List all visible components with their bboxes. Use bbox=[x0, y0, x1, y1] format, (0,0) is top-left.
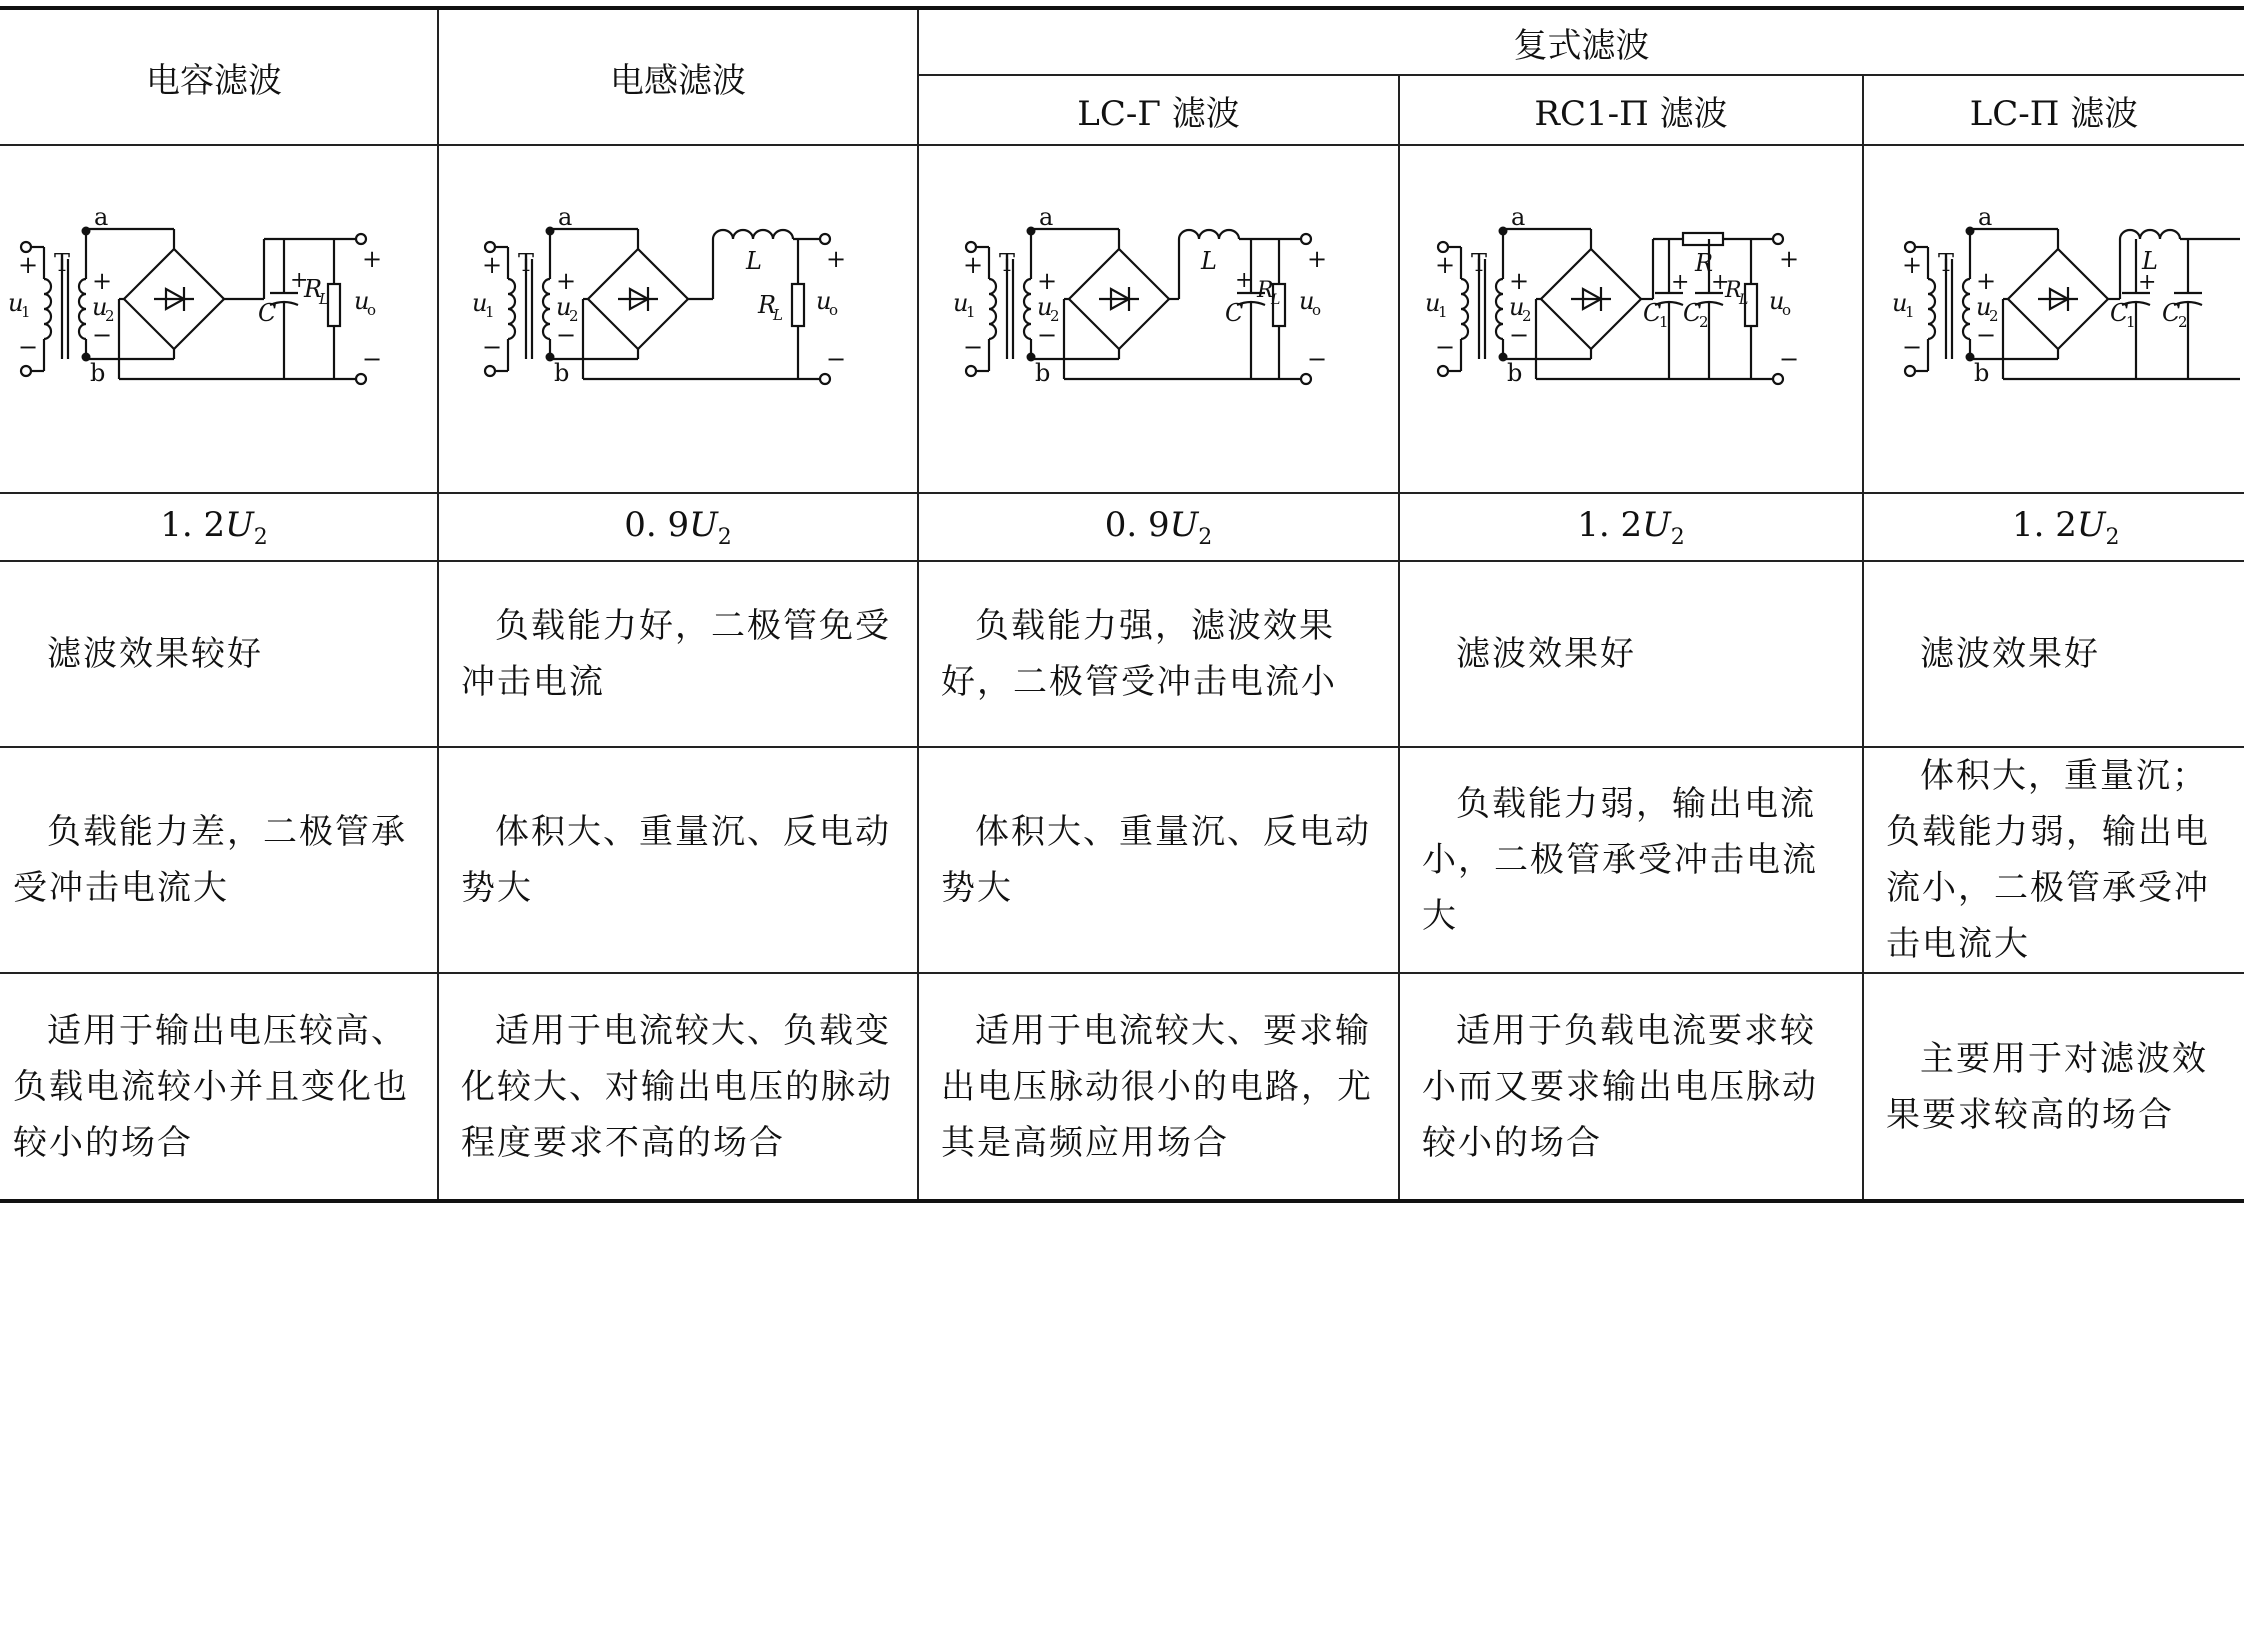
svg-text:R: R bbox=[1725, 278, 1742, 303]
svg-text:−: − bbox=[1779, 345, 1800, 373]
voltage-lc-pi: 1. $2U_2$ bbox=[1863, 493, 2244, 561]
svg-text:+: + bbox=[1976, 267, 1997, 295]
svg-text:u: u bbox=[1892, 289, 1908, 317]
svg-text:+: + bbox=[2138, 270, 2157, 295]
voltage-rc-pi: 1. $2U_2$ bbox=[1399, 493, 1863, 561]
circuit-diagram bbox=[1888, 209, 2244, 429]
advantages-lc-gamma: 负载能力强，滤波效果好，二极管受冲击电流小 bbox=[918, 561, 1399, 747]
svg-text:u: u bbox=[354, 287, 370, 315]
svg-text:+: + bbox=[18, 251, 39, 279]
filter-comparison-table bbox=[0, 6, 2244, 1203]
circuit-diagram bbox=[949, 209, 1369, 429]
svg-text:1: 1 bbox=[1905, 303, 1915, 321]
circuit-diagram bbox=[4, 209, 424, 429]
svg-text:T: T bbox=[1471, 249, 1488, 277]
svg-text:+: + bbox=[826, 245, 847, 273]
svg-text:o: o bbox=[367, 301, 377, 319]
svg-text:−: − bbox=[1509, 321, 1530, 349]
svg-text:u: u bbox=[816, 287, 832, 315]
header-lc-gamma-filter: LC-Γ 滤波 bbox=[918, 75, 1399, 145]
svg-text:L: L bbox=[1739, 292, 1749, 308]
svg-text:R: R bbox=[1695, 249, 1714, 277]
advantages-rc-pi: 滤波效果好 bbox=[1399, 561, 1863, 747]
svg-text:1: 1 bbox=[21, 303, 31, 321]
svg-text:−: − bbox=[1976, 321, 1997, 349]
svg-text:T: T bbox=[1938, 249, 1955, 277]
svg-text:C: C bbox=[258, 299, 277, 327]
advantages-capacitor: 滤波效果较好 bbox=[0, 561, 438, 747]
svg-text:L: L bbox=[773, 306, 783, 324]
svg-text:o: o bbox=[1782, 301, 1792, 319]
svg-text:u: u bbox=[472, 289, 488, 317]
circuit-rc-pi-filter bbox=[1399, 145, 1863, 493]
header-capacitor-filter: 电容滤波 bbox=[0, 8, 438, 145]
svg-text:+: + bbox=[1509, 267, 1530, 295]
svg-text:−: − bbox=[362, 345, 383, 373]
applications-rc-pi: 适用于负载电流要求较小而又要求输出电压脉动较小的场合 bbox=[1399, 973, 1863, 1201]
disadvantages-inductor: 体积大、重量沉、反电动势大 bbox=[438, 747, 918, 973]
advantages-lc-pi: 滤波效果好 bbox=[1863, 561, 2244, 747]
svg-text:1: 1 bbox=[1659, 313, 1669, 331]
svg-text:L: L bbox=[319, 290, 329, 308]
svg-text:−: − bbox=[1435, 333, 1456, 361]
svg-text:+: + bbox=[92, 267, 113, 295]
circuit-capacitor-filter bbox=[0, 145, 438, 493]
svg-text:u: u bbox=[1298, 287, 1314, 315]
svg-text:C: C bbox=[1643, 299, 1662, 327]
node-a-label: a bbox=[94, 209, 109, 231]
svg-text:u: u bbox=[8, 289, 24, 317]
svg-text:R: R bbox=[1256, 278, 1274, 303]
applications-lc-gamma: 适用于电流较大、要求输出电压脉动很小的电路，尤其是高频应用场合 bbox=[918, 973, 1399, 1201]
svg-text:2: 2 bbox=[1522, 307, 1532, 325]
circuit-lc-pi-filter bbox=[1863, 145, 2244, 493]
svg-text:a: a bbox=[1978, 209, 1993, 231]
svg-text:+: + bbox=[556, 267, 577, 295]
header-rc-pi-filter: RC1-Π 滤波 bbox=[1399, 75, 1863, 145]
svg-text:L: L bbox=[1200, 247, 1217, 275]
svg-text:L: L bbox=[1270, 292, 1280, 308]
svg-text:−: − bbox=[556, 321, 577, 349]
svg-text:+: + bbox=[1711, 270, 1730, 295]
svg-text:−: − bbox=[18, 333, 39, 361]
svg-text:+: + bbox=[482, 251, 503, 279]
svg-text:u: u bbox=[1976, 293, 1992, 321]
svg-text:−: − bbox=[826, 345, 847, 373]
svg-text:+: + bbox=[1036, 267, 1057, 295]
svg-text:u: u bbox=[952, 289, 968, 317]
header-compound-filter: 复式滤波 bbox=[918, 8, 2244, 75]
svg-text:T: T bbox=[54, 249, 71, 277]
svg-text:u: u bbox=[1425, 289, 1441, 317]
circuit-diagram bbox=[468, 209, 888, 429]
svg-text:+: + bbox=[1435, 251, 1456, 279]
svg-text:o: o bbox=[829, 301, 839, 319]
svg-text:+: + bbox=[962, 251, 983, 279]
svg-text:−: − bbox=[92, 321, 113, 349]
svg-text:C: C bbox=[1683, 299, 1702, 327]
svg-text:−: − bbox=[1306, 345, 1327, 373]
svg-text:L: L bbox=[746, 247, 762, 275]
header-lc-pi-filter: LC-Π 滤波 bbox=[1863, 75, 2244, 145]
svg-text:a: a bbox=[558, 209, 573, 231]
svg-text:C: C bbox=[1224, 299, 1243, 327]
svg-text:C: C bbox=[2162, 299, 2181, 327]
circuit-inductor-filter bbox=[438, 145, 918, 493]
svg-text:T: T bbox=[998, 249, 1015, 277]
svg-text:u: u bbox=[1036, 293, 1052, 321]
circuit-lc-gamma-filter bbox=[918, 145, 1399, 493]
svg-text:b: b bbox=[1974, 359, 1990, 387]
svg-text:o: o bbox=[1311, 301, 1321, 319]
voltage-lc-gamma: 0. $9U_2$ bbox=[918, 493, 1399, 561]
svg-text:u: u bbox=[92, 293, 108, 321]
svg-text:L: L bbox=[2142, 247, 2158, 275]
svg-text:+: + bbox=[362, 245, 383, 273]
svg-text:a: a bbox=[1038, 209, 1053, 231]
svg-text:2: 2 bbox=[1989, 307, 1999, 325]
svg-text:−: − bbox=[1036, 321, 1057, 349]
svg-text:+: + bbox=[1234, 268, 1253, 293]
svg-text:+: + bbox=[290, 268, 309, 293]
svg-text:+: + bbox=[1779, 245, 1800, 273]
svg-text:R: R bbox=[758, 291, 777, 319]
svg-text:2: 2 bbox=[2178, 313, 2188, 331]
svg-text:−: − bbox=[482, 333, 503, 361]
svg-text:+: + bbox=[1902, 251, 1923, 279]
applications-capacitor: 适用于输出电压较高、负载电流较小并且变化也较小的场合 bbox=[0, 973, 438, 1201]
advantages-inductor: 负载能力好，二极管免受冲击电流 bbox=[438, 561, 918, 747]
disadvantages-lc-gamma: 体积大、重量沉、反电动势大 bbox=[918, 747, 1399, 973]
svg-text:1: 1 bbox=[2126, 313, 2136, 331]
svg-text:T: T bbox=[518, 249, 535, 277]
svg-text:a: a bbox=[1511, 209, 1526, 231]
disadvantages-rc-pi: 负载能力弱，输出电流小，二极管承受冲击电流大 bbox=[1399, 747, 1863, 973]
svg-text:2: 2 bbox=[105, 307, 115, 325]
svg-text:2: 2 bbox=[1049, 307, 1060, 325]
node-b-label: b bbox=[90, 359, 106, 387]
svg-text:u: u bbox=[1769, 287, 1785, 315]
svg-text:1: 1 bbox=[485, 303, 495, 321]
svg-text:+: + bbox=[1671, 270, 1690, 295]
svg-text:C: C bbox=[2110, 299, 2129, 327]
svg-text:b: b bbox=[1507, 359, 1523, 387]
svg-text:b: b bbox=[1034, 359, 1050, 387]
svg-text:b: b bbox=[554, 359, 570, 387]
svg-text:2: 2 bbox=[1699, 313, 1709, 331]
svg-text:1: 1 bbox=[965, 303, 976, 321]
svg-text:u: u bbox=[556, 293, 572, 321]
applications-inductor: 适用于电流较大、负载变化较大、对输出电压的脉动程度要求不高的场合 bbox=[438, 973, 918, 1201]
svg-text:−: − bbox=[1902, 333, 1923, 361]
svg-text:+: + bbox=[1306, 245, 1327, 273]
header-inductor-filter: 电感滤波 bbox=[438, 8, 918, 145]
svg-text:2: 2 bbox=[569, 307, 579, 325]
svg-text:u: u bbox=[1509, 293, 1525, 321]
svg-text:−: − bbox=[962, 333, 983, 361]
voltage-inductor: 0. $9U_2$ bbox=[438, 493, 918, 561]
applications-lc-pi: 主要用于对滤波效果要求较高的场合 bbox=[1863, 973, 2244, 1201]
disadvantages-lc-pi: 体积大，重量沉；负载能力弱，输出电流小，二极管承受冲击电流大 bbox=[1863, 747, 2244, 973]
voltage-capacitor: 1. $2U_2$ bbox=[0, 493, 438, 561]
svg-text:1: 1 bbox=[1438, 303, 1448, 321]
circuit-diagram bbox=[1421, 209, 1841, 429]
disadvantages-capacitor: 负载能力差，二极管承受冲击电流大 bbox=[0, 747, 438, 973]
svg-text:R: R bbox=[304, 275, 323, 303]
